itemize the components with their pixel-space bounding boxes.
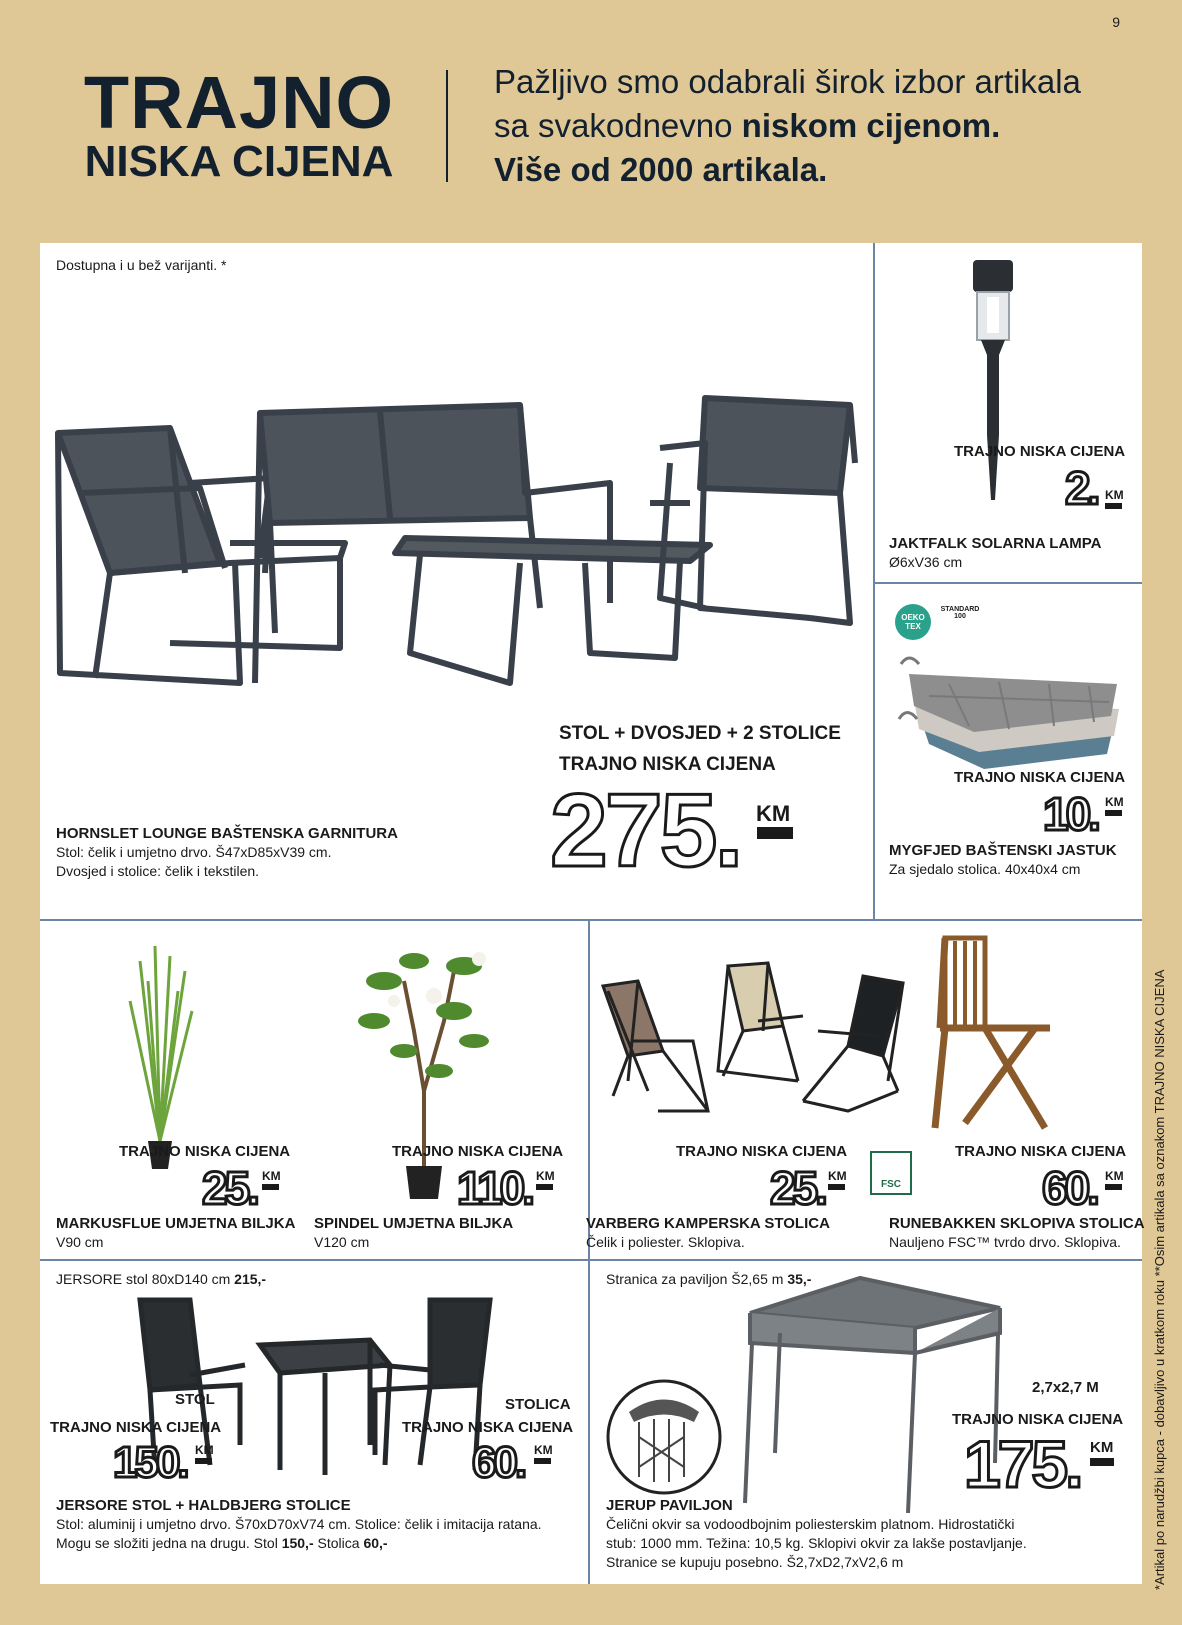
jerup-size: 2,7x2,7 M: [1032, 1379, 1099, 1396]
jerup-title: JERUP PAVILJON: [606, 1497, 733, 1514]
hornslet-tnc: TRAJNO NISKA CIJENA: [559, 754, 776, 775]
hornslet-km: KM: [756, 801, 791, 826]
markusflue-km: KM: [262, 1169, 281, 1183]
spindel-desc: V120 cm: [314, 1234, 370, 1250]
jerup-note: Stranica za paviljon Š2,65 m 35,-: [606, 1271, 812, 1287]
mygfjed-price: 10.: [1043, 788, 1098, 840]
spindel-dash: [536, 1184, 553, 1190]
hornslet-desc-2: Dvosjed i stolice: čelik i tekstilen.: [56, 863, 260, 879]
varberg-price: 25.: [770, 1162, 825, 1214]
hornslet-note: Dostupna i u bež varijanti. *: [56, 257, 227, 273]
runebakken-tnc: TRAJNO NISKA CIJENA: [955, 1143, 1127, 1160]
runebakken-price: 60.: [1042, 1162, 1097, 1214]
jersore-stol-km: KM: [195, 1443, 214, 1457]
hornslet-desc-1: Stol: čelik i umjetno drvo. Š47xD85xV39 cm.: [56, 844, 332, 860]
varberg-dash: [828, 1184, 845, 1190]
jersore-stolica-tnc: TRAJNO NISKA CIJENA: [402, 1419, 574, 1436]
product-varberg[interactable]: [586, 921, 870, 1259]
brand-logo: [78, 61, 400, 186]
jerup-desc-1: Čelični okvir sa vodoodbojnim poliesterskim platnom. Hidrostatički: [606, 1516, 1015, 1532]
jersore-stol-dash: [195, 1458, 212, 1464]
jersore-title: JERSORE STOL + HALDBJERG STOLICE: [56, 1497, 351, 1514]
runebakken-title: RUNEBAKKEN SKLOPIVA STOLICA: [889, 1215, 1145, 1232]
brand-line-1: TRAJNO: [83, 61, 395, 144]
jersore-stolica-price: 60.: [472, 1438, 525, 1487]
solar-lamp-image: [963, 255, 1023, 505]
markusflue-price: 25.: [202, 1162, 257, 1214]
spindel-km: KM: [536, 1169, 555, 1183]
sidebar-footnote: *Artikal po narudžbi kupca - dobavljivo u kratkom roku **Osim artikala sa oznakom TRAJNO NISKA CIJENA: [1152, 969, 1167, 1590]
jerup-desc-3: Stranice se kupuju posebno. Š2,7xD2,7xV2,6 m: [606, 1554, 904, 1570]
runebakken-dash: [1105, 1184, 1122, 1190]
spindel-tnc: TRAJNO NISKA CIJENA: [392, 1143, 564, 1160]
hornslet-combo: STOL + DVOSJED + 2 STOLICE: [559, 723, 841, 744]
jerup-km: KM: [1090, 1439, 1114, 1456]
varberg-desc: Čelik i poliester. Sklopiva.: [586, 1234, 745, 1250]
jaktfalk-title: JAKTFALK SOLARNA LAMPA: [889, 535, 1102, 552]
jersore-stol-tnc: TRAJNO NISKA CIJENA: [50, 1419, 222, 1436]
header-tagline: Pažljivo smo odabrali širok izbor artikala sa svakodnevno niskom cijenom. Više od 2000 artikala.: [494, 63, 1081, 188]
product-runebakken[interactable]: [870, 921, 1145, 1259]
brand-line-2: NISKA CIJENA: [84, 137, 394, 186]
table-chairs-image: [130, 1295, 510, 1475]
runebakken-desc: Nauljeno FSC™ tvrdo drvo. Sklopiva.: [889, 1234, 1121, 1250]
jerup-dash: [1090, 1458, 1114, 1466]
varberg-km: KM: [828, 1169, 847, 1183]
jaktfalk-dash: [1105, 503, 1122, 509]
product-mygfjed[interactable]: [875, 584, 1142, 919]
product-jaktfalk[interactable]: [875, 243, 1142, 582]
fsc-logo: FSC: [870, 1151, 912, 1195]
mygfjed-tnc: TRAJNO NISKA CIJENA: [954, 769, 1126, 786]
jerup-tnc: TRAJNO NISKA CIJENA: [952, 1411, 1124, 1428]
hornslet-title: HORNSLET LOUNGE BAŠTENSKA GARNITURA: [56, 825, 398, 842]
jerup-desc-2: stub: 1000 mm. Težina: 10,5 kg. Sklopivi okvir za lakše postavljanje.: [606, 1535, 1027, 1551]
jersore-stol-price: 150.: [113, 1438, 187, 1487]
page-number: 9: [1112, 14, 1120, 30]
folded-pavilion-image: [604, 1377, 724, 1497]
jaktfalk-tnc: TRAJNO NISKA CIJENA: [954, 443, 1126, 460]
markusflue-title: MARKUSFLUE UMJETNA BILJKA: [56, 1215, 296, 1232]
varberg-tnc: TRAJNO NISKA CIJENA: [676, 1143, 848, 1160]
markusflue-desc: V90 cm: [56, 1234, 104, 1250]
jerup-price: 175.: [964, 1427, 1081, 1501]
cushion-stack-image: [889, 644, 1121, 774]
markusflue-dash: [262, 1184, 279, 1190]
product-markusflue[interactable]: [40, 921, 314, 1259]
product-hornslet[interactable]: [40, 243, 873, 919]
markusflue-tnc: TRAJNO NISKA CIJENA: [119, 1143, 291, 1160]
runebakken-km: KM: [1105, 1169, 1124, 1183]
mygfjed-dash: [1105, 810, 1122, 816]
jersore-note: JERSORE stol 80xD140 cm 215,-: [56, 1271, 267, 1287]
hornslet-price: 275.: [550, 773, 741, 889]
oeko-standard-label: STANDARD 100: [940, 606, 980, 620]
jersore-stol-label: STOL: [175, 1391, 215, 1408]
product-jersore[interactable]: [40, 1261, 588, 1584]
product-spindel[interactable]: [314, 921, 588, 1259]
lounge-set-image: [50, 383, 870, 703]
oeko-tex-badge: OEKO TEX: [895, 604, 931, 640]
spindel-title: SPINDEL UMJETNA BILJKA: [314, 1215, 514, 1232]
jaktfalk-km: KM: [1105, 488, 1124, 502]
spindel-price: 110.: [457, 1162, 532, 1214]
mygfjed-km: KM: [1105, 795, 1124, 809]
jersore-desc-2: Mogu se složiti jedna na drugu. Stol 150,- Stolica 60,-: [56, 1535, 388, 1551]
jaktfalk-price: 2.: [1065, 462, 1098, 514]
mygfjed-title: MYGFJED BAŠTENSKI JASTUK: [889, 842, 1117, 859]
jersore-desc-1: Stol: aluminij i umjetno drvo. Š70xD70xV74 cm. Stolice: čelik i imitacija ratana.: [56, 1516, 542, 1532]
jaktfalk-desc: Ø6xV36 cm: [889, 554, 963, 570]
folding-wood-chair-image: [925, 933, 1055, 1133]
varberg-title: VARBERG KAMPERSKA STOLICA: [586, 1215, 830, 1232]
jersore-stolica-label: STOLICA: [505, 1396, 571, 1413]
products-panel: [40, 243, 1145, 1584]
grass-plant-image: [120, 941, 200, 1171]
hornslet-dash: [757, 827, 793, 839]
mygfjed-desc: Za sjedalo stolica. 40x40x4 cm: [889, 861, 1081, 877]
jersore-stolica-km: KM: [534, 1443, 553, 1457]
jersore-stolica-dash: [534, 1458, 551, 1464]
header-divider: [446, 70, 448, 182]
product-jerup[interactable]: [590, 1261, 1142, 1584]
